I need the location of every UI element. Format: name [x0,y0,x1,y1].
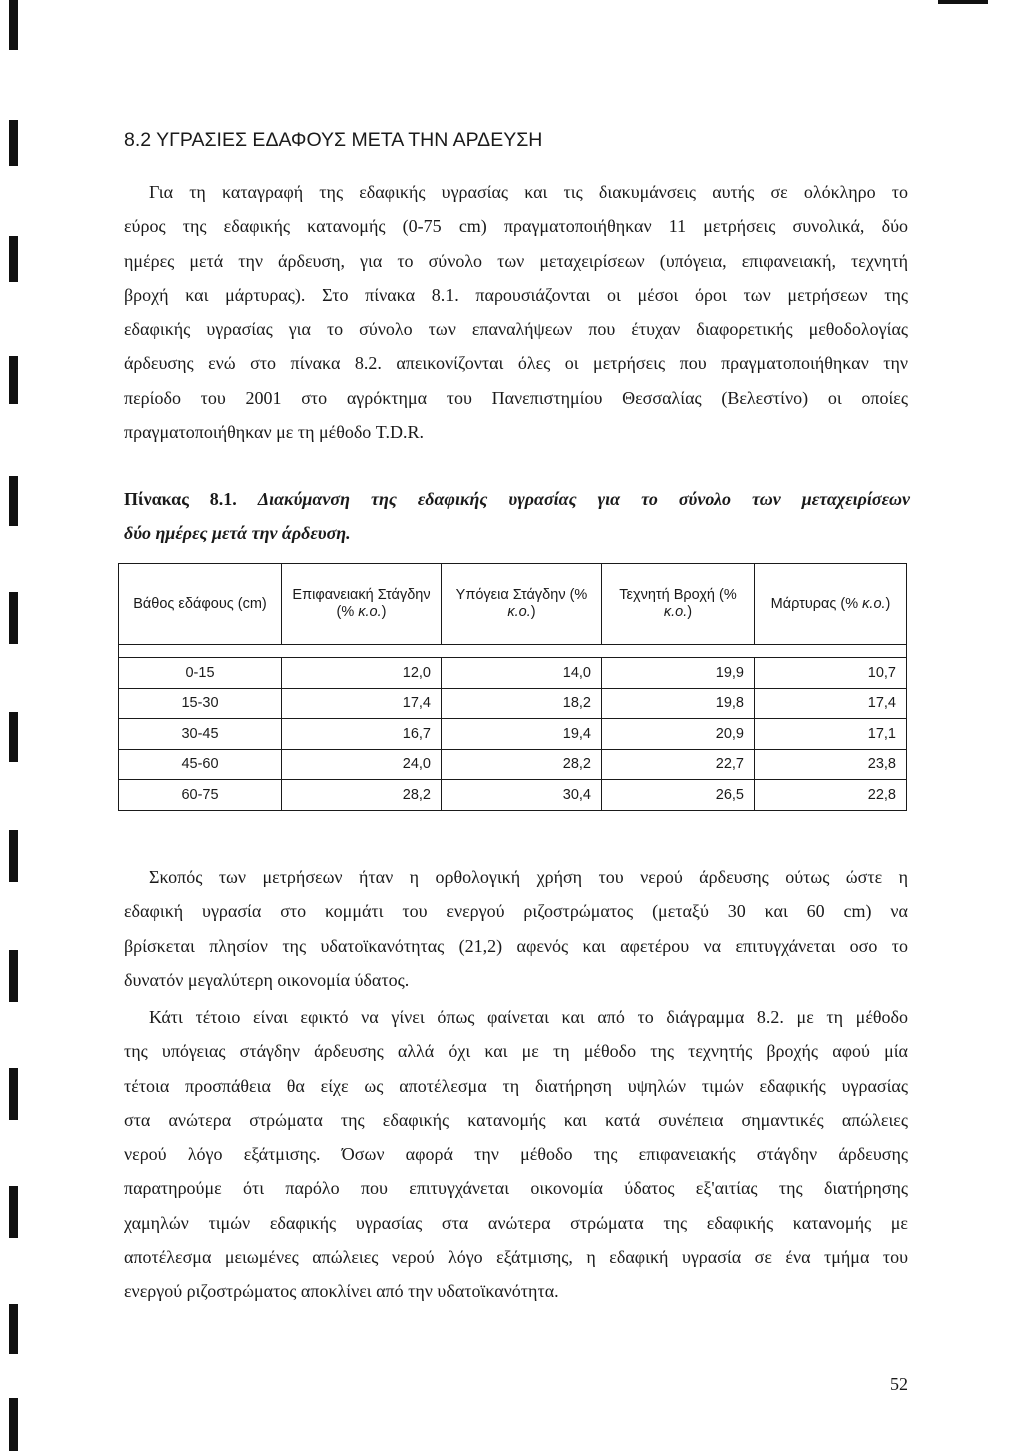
scan-mark [9,712,18,762]
text-line: βρίσκεται πλησίον της υδατοϊκανότητας (21,2) αφενός και αφετέρου να επιτυγχάνεται οσο το [124,935,908,956]
body-paragraph2-lines [124,1000,908,1309]
depth-cell: 0-15 [119,658,282,689]
table-spacer-row [119,645,907,658]
scan-mark [9,356,18,404]
column-header: Επιφανειακή Στάγδην (% κ.ο.) [282,564,442,645]
table-row [119,719,907,750]
table-body [119,658,907,811]
text-line: Για τη καταγραφή της εδαφικής υγρασίας και τις διακυμάνσεις αυτής σε ολόκληρο το [149,182,908,202]
table-row [119,658,907,689]
scan-mark [9,236,18,282]
scan-mark [9,1068,18,1120]
text-line: βροχή και μάρτυρας). Στο πίνακα 8.1. παρουσιάζονται οι μέσοι όροι των μετρήσεων της [124,284,908,305]
text-line: περίοδο του 2001 στο αγρόκτημα του Πανεπιστημίου Θεσσαλίας (Βελεστίνο) οι οποίες [124,387,908,408]
text-line: εύρος της εδαφικής κατανομής (0-75 cm) πραγματοποιήθηκαν 11 μετρήσεις συνολικά, δύο [124,216,908,237]
text-line: ενεργού ριζοστρώματος αποκλίνει από την υδατοϊκανότητα. [124,1281,559,1302]
text-line: Σκοπός των μετρήσεων ήταν η ορθολογική χρήση του νερού άρδευσης ούτως ώστε η [149,867,908,887]
value-cell: 17,4 [755,688,907,719]
value-cell: 10,7 [755,658,907,689]
scan-mark [9,1398,18,1451]
table-row [119,780,907,811]
table-header-row [119,564,907,645]
section-heading: 8.2 ΥΓΡΑΣΙΕΣ ΕΔΑΦΟΥΣ ΜΕΤΑ ΤΗΝ ΑΡΔΕΥΣΗ [124,129,543,151]
text-line: εδαφική υγρασία στο κομμάτι του ενεργού ριζοστρώματος (μεταξύ 30 και 60 cm) να [124,901,908,922]
table-caption [124,482,910,550]
text-line: Κάτι τέτοιο είναι εφικτό να γίνει όπως φαίνεται και από το διάγραμμα 8.2. με τη μέθοδο [149,1007,908,1027]
depth-cell: 30-45 [119,719,282,750]
text-line: αποτέλεσμα μειωμένες απώλειες νερού λόγο εξάτμισης, η εδαφική υγρασία σε ένα τμήμα του [124,1247,908,1268]
text-line: ημέρες μετά την άρδευση, για το σύνολο των μεταχειρίσεων (υπόγεια, επιφανειακή, τεχνητή [124,250,908,271]
value-cell: 18,2 [442,688,602,719]
value-cell: 24,0 [282,749,442,780]
value-cell: 26,5 [602,780,755,811]
value-cell: 23,8 [755,749,907,780]
caption-line [124,482,910,516]
depth-cell: 60-75 [119,780,282,811]
text-line: της υπόγειας στάγδην άρδευσης αλλά όχι και με τη μέθοδο της τεχνητής βροχής αφού μία [124,1041,908,1062]
depth-cell: 45-60 [119,749,282,780]
scan-mark [9,0,18,50]
value-cell: 30,4 [442,780,602,811]
text-line: τέτοια προσπάθεια θα είχε ως αποτέλεσμα τη διατήρηση υψηλών τιμών εδαφικής υγρασίας [124,1075,908,1096]
value-cell: 16,7 [282,719,442,750]
text-line: χαμηλών τιμών εδαφικής υγρασίας στα ανώτερα στρώματα της εδαφικής κατανομής με [124,1212,908,1233]
scan-mark [9,830,18,882]
moisture-table [118,563,907,811]
intro-paragraph [124,175,908,449]
caption-title: δύο ημέρες μετά την άρδευση. [124,523,351,543]
table-row [119,688,907,719]
value-cell: 19,9 [602,658,755,689]
text-line: δυνατόν μεγαλύτερη οικονομία ύδατος. [124,969,410,990]
value-cell: 28,2 [282,780,442,811]
column-header: Βάθος εδάφους (cm) [119,564,282,645]
value-cell: 19,4 [442,719,602,750]
scan-mark [9,1304,18,1354]
text-line: εδαφικής υγρασίας για το σύνολο των επαναλήψεων που έτυχαν διαφορετικής μεθοδολογίας [124,319,908,340]
scan-mark [9,120,18,166]
scan-mark [9,592,18,644]
value-cell: 17,1 [755,719,907,750]
scan-mark [938,0,988,4]
value-cell: 28,2 [442,749,602,780]
scan-mark [9,1186,18,1238]
text-line: παρατηρούμε ότι παρόλο που επιτυγχάνεται οικονομία ύδατος εξ'αιτίας της διατήρησης [124,1178,908,1199]
value-cell: 22,7 [602,749,755,780]
text-line: νερού λόγο εξάτμισης. Όσων αφορά την μέθοδο της επιφανειακής στάγδην άρδευσης [124,1144,908,1165]
column-header: Υπόγεια Στάγδην (% κ.ο.) [442,564,602,645]
column-header: Μάρτυρας (% κ.ο.) [755,564,907,645]
scan-mark [9,950,18,1002]
value-cell: 20,9 [602,719,755,750]
column-header: Τεχνητή Βροχή (% κ.ο.) [602,564,755,645]
text-line: πραγματοποιήθηκαν με τη μέθοδο T.D.R. [124,422,424,443]
depth-cell: 15-30 [119,688,282,719]
text-line: στα ανώτερα στρώματα της εδαφικής κατανομής και κατά συνέπεια σημαντικές απώλειες [124,1109,908,1130]
value-cell: 17,4 [282,688,442,719]
text-line: άρδευσης ενώ στο πίνακα 8.2. απεικονίζονται όλες οι μετρήσεις που πραγματοποιήθηκαν την [124,353,908,374]
page-number: 52 [890,1374,908,1394]
value-cell: 14,0 [442,658,602,689]
caption-line [124,516,910,550]
value-cell: 12,0 [282,658,442,689]
body-paragraph1-lines [124,860,908,997]
table-row [119,749,907,780]
caption-title: Διακύμανση της εδαφικής υγρασίας για το σύνολο των μεταχειρίσεων [257,489,910,509]
scan-mark [9,476,18,526]
value-cell: 22,8 [755,780,907,811]
caption-label: Πίνακας 8.1. [124,489,237,509]
value-cell: 19,8 [602,688,755,719]
